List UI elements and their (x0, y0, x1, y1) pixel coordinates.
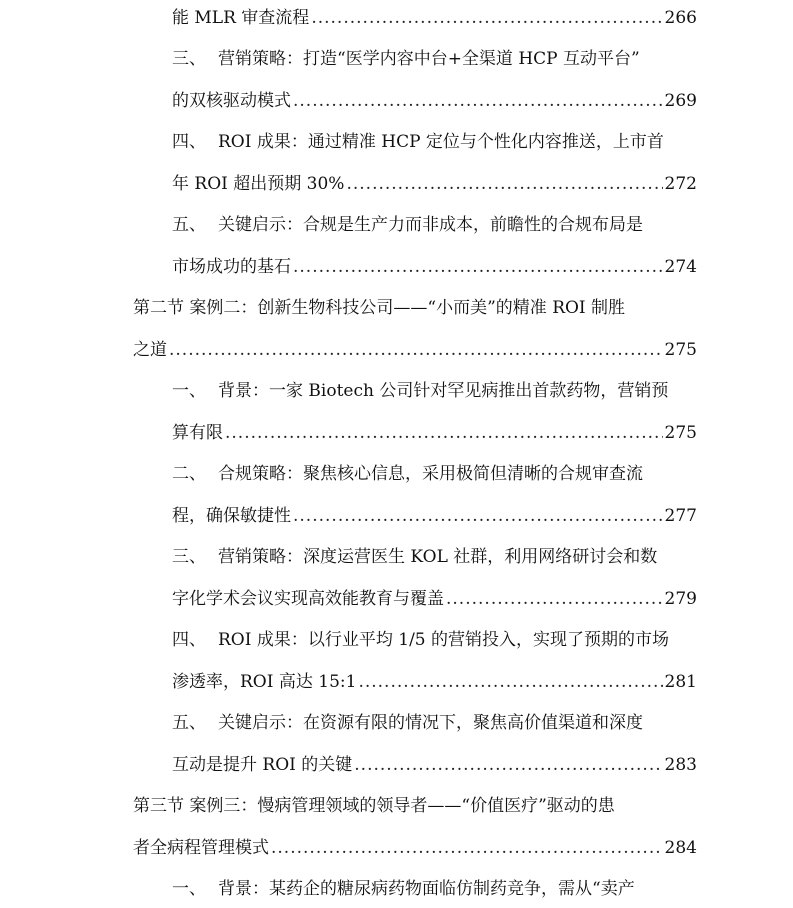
toc-line[interactable] (172, 669, 697, 695)
toc-entry-text: 互动是提升 ROI 的关键 (172, 755, 353, 775)
toc-line[interactable] (172, 171, 697, 197)
toc-page-number: 266 (664, 8, 697, 28)
dot-leader (446, 586, 663, 612)
dot-leader (293, 88, 663, 114)
toc-page-number: 274 (664, 257, 697, 277)
toc-entry-number: 一、 (172, 381, 206, 401)
toc-line[interactable] (172, 129, 697, 155)
toc-section-title: 者全病程管理模式 (133, 838, 269, 858)
toc-entry-text: 背景：一家 Biotech 公司针对罕见病推出首款药物，营销预 (218, 381, 669, 401)
toc-entry-text: 能 MLR 审查流程 (172, 8, 310, 28)
toc-section-title: 之道 (133, 340, 167, 360)
toc-section-title: 第二节 案例二：创新生物科技公司——“小而美”的精准 ROI 制胜 (133, 298, 626, 318)
toc-page-number: 281 (664, 672, 697, 692)
toc-line[interactable] (172, 88, 697, 114)
toc-page-number: 275 (664, 423, 697, 443)
toc-line[interactable] (172, 710, 697, 736)
toc-page-number: 277 (664, 506, 697, 526)
toc-line[interactable] (172, 420, 697, 446)
toc-entry-text: 市场成功的基石 (172, 257, 291, 277)
toc-line[interactable] (172, 461, 697, 487)
toc-section-line[interactable] (133, 295, 697, 321)
toc-entry-number: 二、 (172, 464, 206, 484)
toc-line[interactable] (172, 627, 697, 653)
dot-leader (169, 337, 663, 363)
toc-entry-text: 关键启示：合规是生产力而非成本，前瞻性的合规布局是 (218, 215, 643, 235)
toc-entry-text: 年 ROI 超出预期 30% (172, 174, 345, 194)
dot-leader (225, 420, 663, 446)
toc-entry-text: 字化学术会议实现高效能教育与覆盖 (172, 589, 444, 609)
toc-entry-text: 营销策略：深度运营医生 KOL 社群，利用网络研讨会和数 (218, 547, 658, 567)
toc-line[interactable] (172, 586, 697, 612)
dot-leader (271, 835, 663, 861)
toc-section-line[interactable] (133, 337, 697, 363)
dot-leader (358, 669, 662, 695)
dot-leader (311, 5, 662, 31)
toc-entry-number: 四、 (172, 630, 206, 650)
toc-entry-number: 五、 (172, 215, 206, 235)
toc-line[interactable] (172, 876, 697, 902)
toc-line[interactable] (172, 378, 697, 404)
toc-line[interactable] (172, 5, 697, 31)
toc-page-number: 275 (664, 340, 697, 360)
dot-leader (293, 503, 663, 529)
dot-leader (293, 254, 663, 280)
toc-page-number: 279 (664, 589, 697, 609)
dot-leader (346, 171, 662, 197)
toc-entry-text: 营销策略：打造“医学内容中台+全渠道 HCP 互动平台” (218, 49, 640, 69)
toc-page-number: 283 (664, 755, 697, 775)
toc-page-number: 284 (664, 838, 697, 858)
toc-line[interactable] (172, 46, 697, 72)
toc-entry-text: ROI 成果：以行业平均 1/5 的营销投入，实现了预期的市场 (218, 630, 670, 650)
toc-line[interactable] (172, 544, 697, 570)
toc-entry-text: 算有限 (172, 423, 223, 443)
toc-line[interactable] (172, 212, 697, 238)
dot-leader (354, 752, 662, 778)
toc-entry-number: 三、 (172, 49, 206, 69)
toc-entry-text: 背景：某药企的糖尿病药物面临仿制药竞争，需从“卖产 (218, 879, 635, 899)
toc-line[interactable] (172, 503, 697, 529)
toc-entry-text: 关键启示：在资源有限的情况下，聚焦高价值渠道和深度 (218, 713, 643, 733)
toc-page-number: 269 (664, 91, 697, 111)
toc-entry-text: 渗透率，ROI 高达 15:1 (172, 672, 357, 692)
toc-section-title: 第三节 案例三：慢病管理领域的领导者——“价值医疗”驱动的患 (133, 796, 615, 816)
toc-entry-number: 三、 (172, 547, 206, 567)
toc-entry-text: 合规策略：聚焦核心信息，采用极简但清晰的合规审查流 (218, 464, 643, 484)
toc-entry-number: 四、 (172, 132, 206, 152)
toc-entry-number: 一、 (172, 879, 206, 899)
toc-entry-text: 的双核驱动模式 (172, 91, 291, 111)
toc-line[interactable] (172, 752, 697, 778)
toc-section-line[interactable] (133, 793, 697, 819)
toc-section-line[interactable] (133, 835, 697, 861)
toc-line[interactable] (172, 254, 697, 280)
toc-entry-text: ROI 成果：通过精准 HCP 定位与个性化内容推送，上市首 (218, 132, 664, 152)
toc-page-number: 272 (664, 174, 697, 194)
toc-entry-number: 五、 (172, 713, 206, 733)
toc-entry-text: 程，确保敏捷性 (172, 506, 291, 526)
